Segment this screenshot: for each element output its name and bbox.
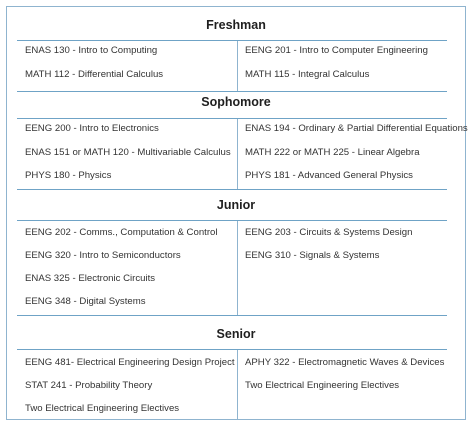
section-divider (17, 91, 447, 92)
course-item: ENAS 130 - Intro to Computing (25, 45, 158, 56)
course-item: Two Electrical Engineering Electives (25, 403, 180, 414)
curriculum-table (6, 6, 466, 420)
course-item: EENG 202 - Comms., Computation & Control (25, 227, 218, 238)
section-title-freshman: Freshman (206, 18, 266, 32)
course-item: PHYS 180 - Physics (25, 170, 112, 181)
column-divider (237, 221, 238, 315)
course-item: MATH 112 - Differential Calculus (25, 69, 164, 80)
column-divider (237, 119, 238, 189)
course-item: PHYS 181 - Advanced General Physics (245, 170, 413, 181)
section-divider (17, 315, 447, 316)
course-item: EENG 481- Electrical Engineering Design Project (25, 357, 235, 368)
course-item: MATH 222 or MATH 225 - Linear Algebra (245, 147, 420, 158)
course-item: EENG 310 - Signals & Systems (245, 250, 380, 261)
section-title-junior: Junior (216, 198, 256, 212)
course-item: Two Electrical Engineering Electives (245, 380, 400, 391)
course-item: EENG 203 - Circuits & Systems Design (245, 227, 413, 238)
section-divider (17, 220, 447, 221)
section-title-senior: Senior (216, 327, 256, 341)
section-divider (17, 189, 447, 190)
course-item: STAT 241 - Probability Theory (25, 380, 153, 391)
section-divider (17, 118, 447, 119)
course-item: EENG 201 - Intro to Computer Engineering (245, 45, 428, 56)
course-item: MATH 115 - Integral Calculus (245, 69, 370, 80)
course-item: EENG 348 - Digital Systems (25, 296, 146, 307)
course-item: ENAS 194 - Ordinary & Partial Differential Equations (245, 123, 468, 134)
course-item: EENG 200 - Intro to Electronics (25, 123, 159, 134)
section-divider (17, 349, 447, 350)
course-item: EENG 320 - Intro to Semiconductors (25, 250, 181, 261)
section-title-sophomore: Sophomore (201, 95, 271, 109)
course-item: APHY 322 - Electromagnetic Waves & Devices (245, 357, 445, 368)
column-divider (237, 350, 238, 420)
course-item: ENAS 325 - Electronic Circuits (25, 273, 156, 284)
section-divider (17, 40, 447, 41)
course-item: ENAS 151 or MATH 120 - Multivariable Calculus (25, 147, 231, 158)
column-divider (237, 41, 238, 91)
